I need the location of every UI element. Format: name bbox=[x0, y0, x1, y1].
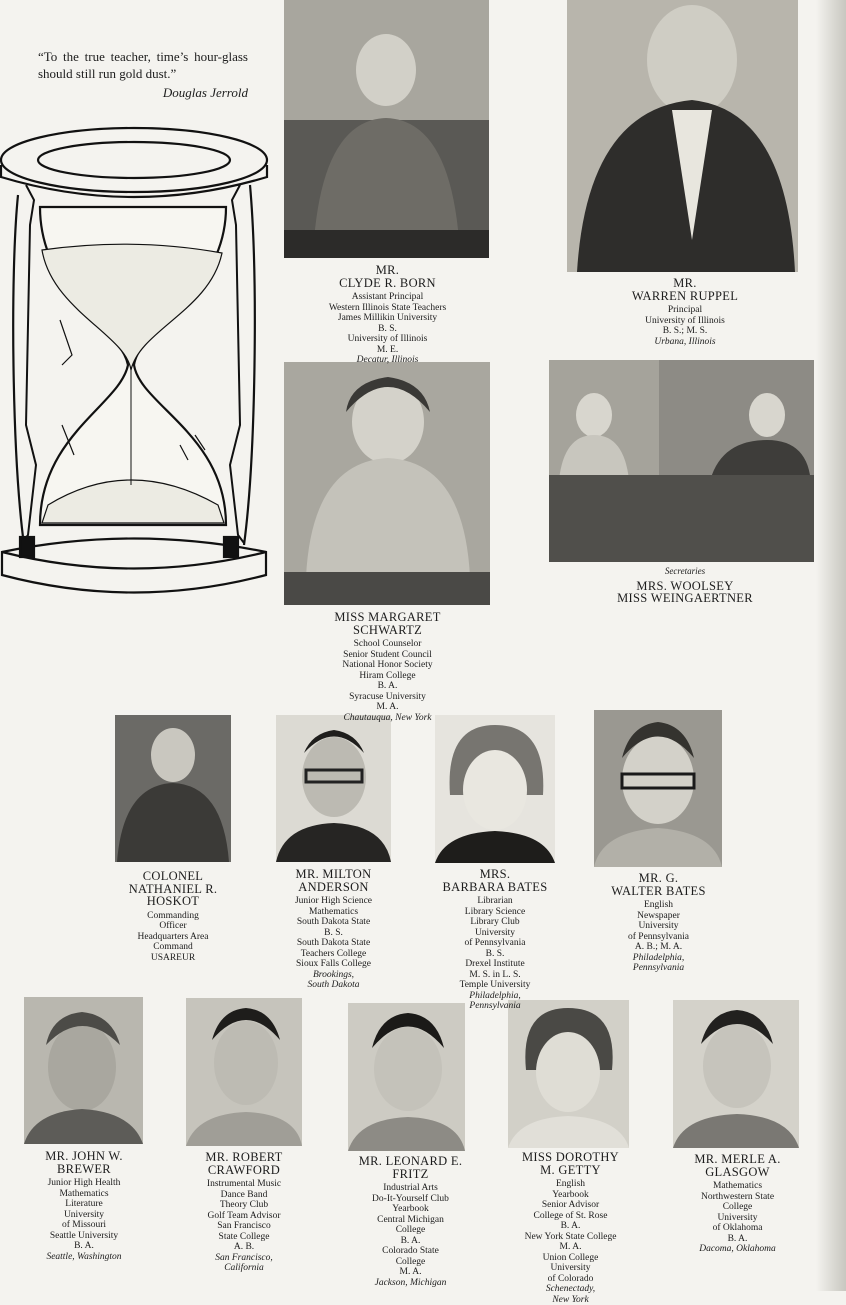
person-name: GLASGOW bbox=[665, 1166, 810, 1179]
credential-line: B. S.; M. S. bbox=[590, 326, 780, 337]
hometown-line: Decatur, Illinois bbox=[300, 355, 475, 366]
photo-brewer bbox=[24, 997, 143, 1144]
caption-schwartz bbox=[300, 611, 475, 723]
credential-line: Mathematics bbox=[266, 907, 401, 918]
credential-line: Northwestern State bbox=[665, 1192, 810, 1203]
credential-line: M. A. bbox=[498, 1242, 643, 1253]
credential-line: Yearbook bbox=[338, 1204, 483, 1215]
person-name: SCHWARTZ bbox=[300, 624, 475, 637]
person-name: WALTER BATES bbox=[592, 885, 725, 898]
hometown-line: California bbox=[176, 1263, 312, 1274]
credential-line: B. A. bbox=[498, 1221, 643, 1232]
credential-line: Seattle University bbox=[14, 1231, 154, 1242]
credential-line: Industrial Arts bbox=[338, 1183, 483, 1194]
person-name: MISS WEINGAERTNER bbox=[590, 592, 780, 605]
credential-line: San Francisco bbox=[176, 1221, 312, 1232]
person-name: CLYDE R. BORN bbox=[300, 277, 475, 290]
credential-line: M. S. in L. S. bbox=[430, 970, 560, 981]
hometown-line: Brookings, bbox=[266, 970, 401, 981]
credential-line: of Pennsylvania bbox=[592, 932, 725, 943]
credential-line: Do-It-Yourself Club bbox=[338, 1194, 483, 1205]
credential-line: College of St. Rose bbox=[498, 1211, 643, 1222]
person-name: MR. JOHN W. bbox=[14, 1150, 154, 1163]
credential-line: Commanding bbox=[108, 911, 238, 922]
credential-line: Syracuse University bbox=[300, 692, 475, 703]
hometown-line: New York bbox=[498, 1295, 643, 1305]
hometown-line: Urbana, Illinois bbox=[590, 337, 780, 348]
person-name: MR. LEONARD E. bbox=[338, 1155, 483, 1168]
caption-ruppel bbox=[590, 277, 780, 347]
credential-line: USAREUR bbox=[108, 953, 238, 964]
credential-line: Hiram College bbox=[300, 671, 475, 682]
hometown-line: Schenectady, bbox=[498, 1284, 643, 1295]
credential-line: of Oklahoma bbox=[665, 1223, 810, 1234]
hometown-line: Dacoma, Oklahoma bbox=[665, 1244, 810, 1255]
credential-line: National Honor Society bbox=[300, 660, 475, 671]
credential-line: Library Science bbox=[430, 907, 560, 918]
caption-glasgow bbox=[665, 1153, 810, 1255]
credential-line: Theory Club bbox=[176, 1200, 312, 1211]
credential-line: Literature bbox=[14, 1199, 154, 1210]
caption-hoskot bbox=[108, 870, 238, 963]
caption-crawford bbox=[176, 1151, 312, 1274]
credential-line: B. A. bbox=[665, 1234, 810, 1245]
credential-line: Central Michigan bbox=[338, 1215, 483, 1226]
person-name: MR. G. bbox=[592, 872, 725, 885]
credential-line: of Missouri bbox=[14, 1220, 154, 1231]
credential-line: James Millikin University bbox=[300, 313, 475, 324]
credential-line: Union College bbox=[498, 1253, 643, 1264]
credential-line: A. B.; M. A. bbox=[592, 942, 725, 953]
photo-bbates bbox=[435, 715, 555, 863]
hometown-line: San Francisco, bbox=[176, 1253, 312, 1264]
person-name: M. GETTY bbox=[498, 1164, 643, 1177]
epigraph bbox=[38, 48, 248, 101]
credential-line: Golf Team Advisor bbox=[176, 1211, 312, 1222]
photo-getty bbox=[508, 1000, 629, 1148]
credential-line: Mathematics bbox=[665, 1181, 810, 1192]
credential-line: University of Illinois bbox=[590, 316, 780, 327]
credential-line: School Counselor bbox=[300, 639, 475, 650]
page-edge-shadow bbox=[816, 0, 846, 1291]
credential-line: University of Illinois bbox=[300, 334, 475, 345]
credential-line: English bbox=[592, 900, 725, 911]
person-name: CRAWFORD bbox=[176, 1164, 312, 1177]
person-name: COLONEL bbox=[108, 870, 238, 883]
credential-line: Junior High Science bbox=[266, 896, 401, 907]
person-name: ANDERSON bbox=[266, 881, 401, 894]
credential-line: Librarian bbox=[430, 896, 560, 907]
person-name: HOSKOT bbox=[108, 895, 238, 908]
credential-line: of Pennsylvania bbox=[430, 938, 560, 949]
credential-line: Mathematics bbox=[14, 1189, 154, 1200]
hourglass-icon bbox=[0, 125, 272, 615]
credential-line: A. B. bbox=[176, 1242, 312, 1253]
person-name: NATHANIEL R. bbox=[108, 883, 238, 896]
credential-line: M. A. bbox=[338, 1267, 483, 1278]
caption-anderson bbox=[266, 868, 401, 991]
photo-born bbox=[284, 0, 489, 258]
credential-line: Western Illinois State Teachers bbox=[300, 303, 475, 314]
credential-line: Instrumental Music bbox=[176, 1179, 312, 1190]
credential-line: Junior High Health bbox=[14, 1178, 154, 1189]
credential-line: M. A. bbox=[300, 702, 475, 713]
credential-line: Library Club bbox=[430, 917, 560, 928]
credential-line: Headquarters Area bbox=[108, 932, 238, 943]
person-name: MR. bbox=[590, 277, 780, 290]
caption-brewer bbox=[14, 1150, 154, 1262]
person-name: MR. bbox=[300, 264, 475, 277]
credential-line: South Dakota State bbox=[266, 917, 401, 928]
person-name: MISS MARGARET bbox=[300, 611, 475, 624]
credential-line: English bbox=[498, 1179, 643, 1190]
hometown-line: Philadelphia, bbox=[430, 991, 560, 1002]
caption-getty bbox=[498, 1151, 643, 1305]
caption-label: Secretaries bbox=[590, 566, 780, 577]
credential-line: Officer bbox=[108, 921, 238, 932]
credential-line: B. A. bbox=[14, 1241, 154, 1252]
credential-line: University bbox=[430, 928, 560, 939]
photo-secretaries bbox=[549, 360, 814, 562]
hometown-line: Chautauqua, New York bbox=[300, 713, 475, 724]
credential-line: B. S. bbox=[266, 928, 401, 939]
photo-hoskot bbox=[115, 715, 231, 862]
person-name: MRS. WOOLSEY bbox=[590, 580, 780, 593]
credential-line: Senior Student Council bbox=[300, 650, 475, 661]
person-name: MISS DOROTHY bbox=[498, 1151, 643, 1164]
quote-text: “To the true teacher, time’s hour-glass should still run gold dust.” bbox=[38, 49, 248, 81]
credential-line: College bbox=[338, 1257, 483, 1268]
quote-author: Douglas Jerrold bbox=[38, 84, 248, 101]
credential-line: Sioux Falls College bbox=[266, 959, 401, 970]
person-name: BREWER bbox=[14, 1163, 154, 1176]
person-name: BARBARA BATES bbox=[430, 881, 560, 894]
credential-line: South Dakota State bbox=[266, 938, 401, 949]
credential-line: University bbox=[592, 921, 725, 932]
photo-schwartz bbox=[284, 362, 490, 605]
person-name: MR. MERLE A. bbox=[665, 1153, 810, 1166]
credential-line: Temple University bbox=[430, 980, 560, 991]
person-name: MR. ROBERT bbox=[176, 1151, 312, 1164]
caption-born bbox=[300, 264, 475, 366]
person-name: MRS. bbox=[430, 868, 560, 881]
photo-fritz bbox=[348, 1003, 465, 1151]
credential-line: University bbox=[14, 1210, 154, 1221]
credential-line: College bbox=[338, 1225, 483, 1236]
credential-line: of Colorado bbox=[498, 1274, 643, 1285]
hometown-line: Pennsylvania bbox=[430, 1001, 560, 1012]
credential-line: Command bbox=[108, 942, 238, 953]
credential-line: M. E. bbox=[300, 345, 475, 356]
credential-line: College bbox=[665, 1202, 810, 1213]
credential-line: Drexel Institute bbox=[430, 959, 560, 970]
credential-line: Teachers College bbox=[266, 949, 401, 960]
credential-line: Principal bbox=[590, 305, 780, 316]
person-name: WARREN RUPPEL bbox=[590, 290, 780, 303]
photo-glasgow bbox=[673, 1000, 799, 1148]
credential-line: University bbox=[665, 1213, 810, 1224]
hometown-line: Pennsylvania bbox=[592, 963, 725, 974]
credential-line: B. A. bbox=[300, 681, 475, 692]
person-name: FRITZ bbox=[338, 1168, 483, 1181]
hometown-line: Jackson, Michigan bbox=[338, 1278, 483, 1289]
credential-line: Dance Band bbox=[176, 1190, 312, 1201]
caption-secretaries bbox=[590, 566, 780, 608]
person-name: MR. MILTON bbox=[266, 868, 401, 881]
caption-fritz bbox=[338, 1155, 483, 1288]
hometown-line: Philadelphia, bbox=[592, 953, 725, 964]
photo-crawford bbox=[186, 998, 302, 1146]
credential-line: State College bbox=[176, 1232, 312, 1243]
hometown-line: Seattle, Washington bbox=[14, 1252, 154, 1263]
caption-wbates bbox=[592, 872, 725, 974]
credential-line: Yearbook bbox=[498, 1190, 643, 1201]
photo-anderson bbox=[276, 715, 391, 862]
credential-line: University bbox=[498, 1263, 643, 1274]
photo-ruppel bbox=[567, 0, 798, 272]
photo-wbates bbox=[594, 710, 722, 867]
credential-line: B. A. bbox=[338, 1236, 483, 1247]
credential-line: B. S. bbox=[300, 324, 475, 335]
credential-line: Newspaper bbox=[592, 911, 725, 922]
credential-line: B. S. bbox=[430, 949, 560, 960]
credential-line: New York State College bbox=[498, 1232, 643, 1243]
credential-line: Senior Advisor bbox=[498, 1200, 643, 1211]
credential-line: Assistant Principal bbox=[300, 292, 475, 303]
caption-bbates bbox=[430, 868, 560, 1012]
credential-line: Colorado State bbox=[338, 1246, 483, 1257]
hometown-line: South Dakota bbox=[266, 980, 401, 991]
